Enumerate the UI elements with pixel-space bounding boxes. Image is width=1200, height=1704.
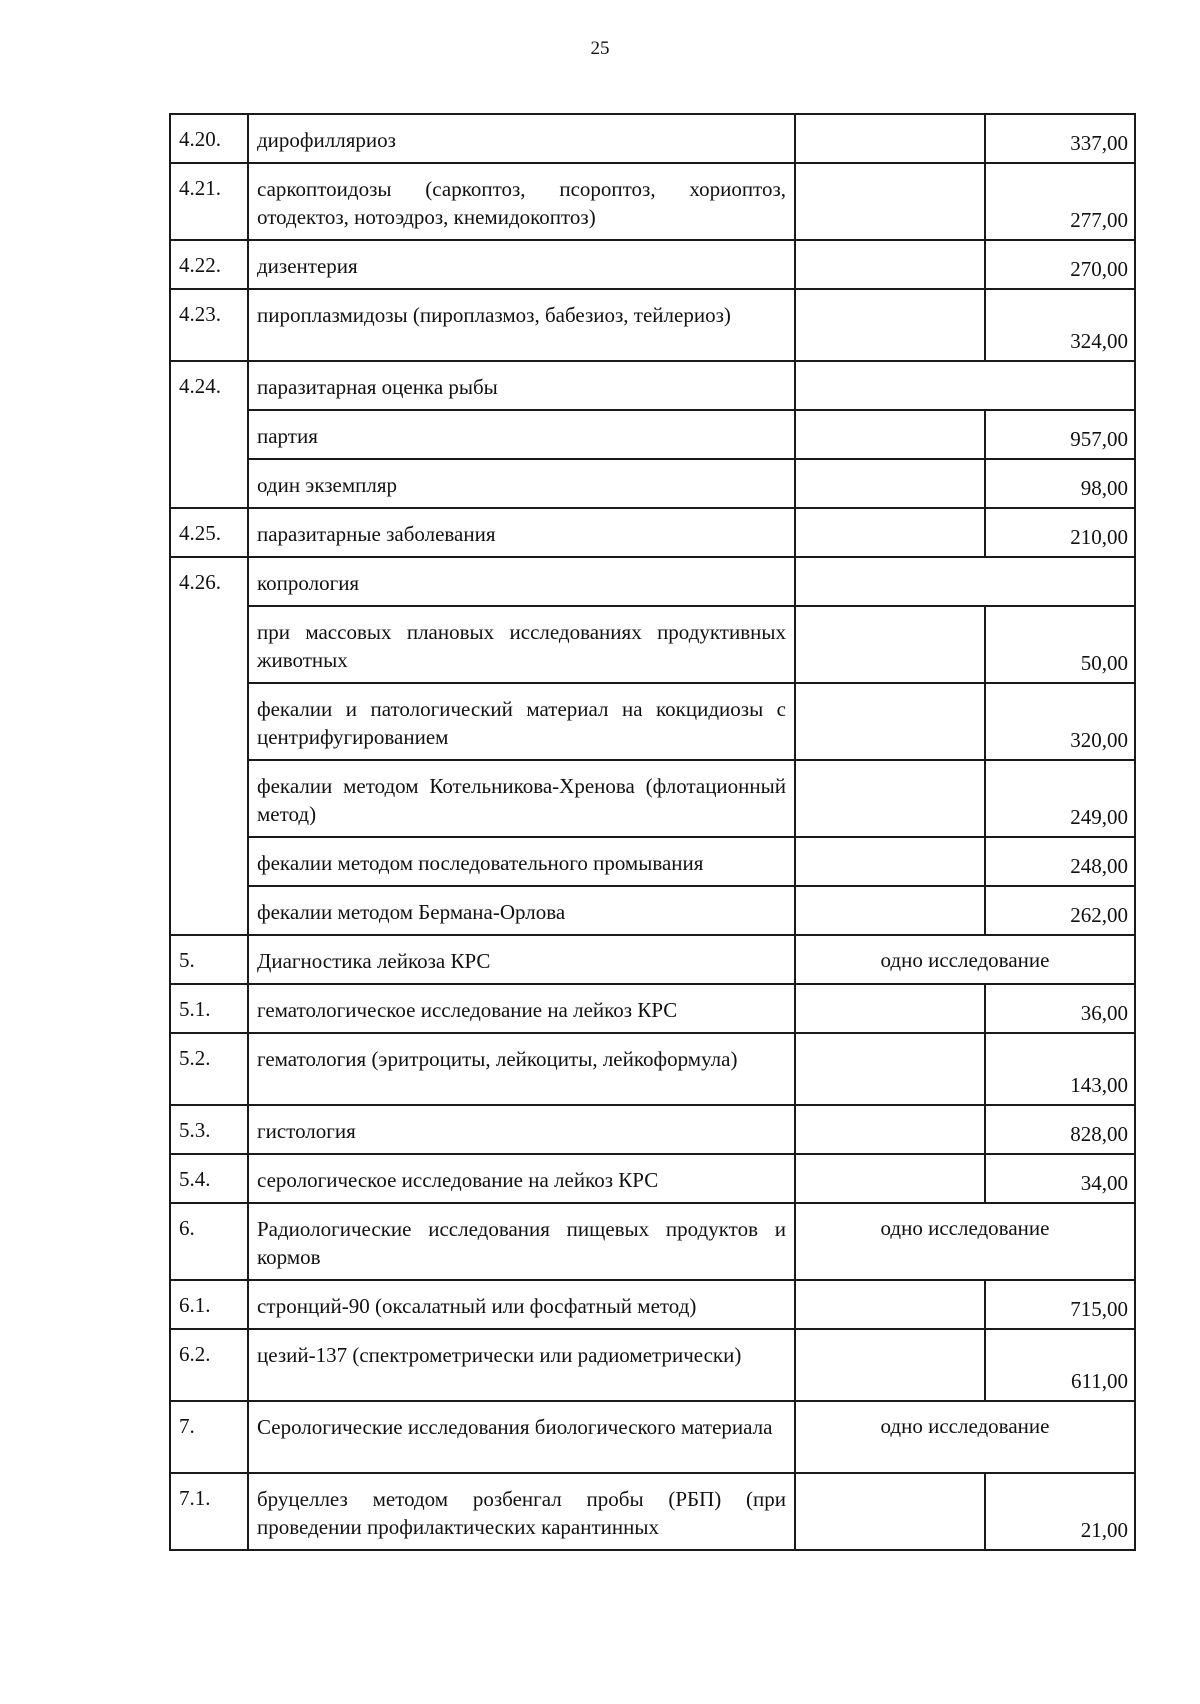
- table-row: [170, 683, 1135, 760]
- row-price: 715,00: [985, 1280, 1135, 1329]
- row-price: 262,00: [985, 886, 1135, 935]
- row-price: 36,00: [985, 984, 1135, 1033]
- table-row: [170, 1203, 1135, 1280]
- row-name: партия: [248, 410, 795, 459]
- row-number: 6.: [170, 1203, 248, 1280]
- table-row: [170, 114, 1135, 163]
- row-number: 4.22.: [170, 240, 248, 289]
- row-price: 611,00: [985, 1329, 1135, 1401]
- row-name: Диагностика лейкоза КРС: [248, 935, 795, 984]
- unit-cell: [795, 606, 985, 683]
- row-number: 5.4.: [170, 1154, 248, 1203]
- unit-cell: [795, 1329, 985, 1401]
- row-name: серологическое исследование на лейкоз КРС: [248, 1154, 795, 1203]
- row-number: 7.: [170, 1401, 248, 1473]
- row-price: 34,00: [985, 1154, 1135, 1203]
- row-number: 5.3.: [170, 1105, 248, 1154]
- table-row: [170, 163, 1135, 240]
- row-number: [170, 886, 248, 935]
- unit-label: одно исследование: [795, 1401, 1135, 1473]
- table-row: [170, 459, 1135, 508]
- row-name: паразитарные заболевания: [248, 508, 795, 557]
- row-name: фекалии методом Бермана-Орлова: [248, 886, 795, 935]
- row-price: 50,00: [985, 606, 1135, 683]
- row-number: 5.: [170, 935, 248, 984]
- unit-cell: [795, 240, 985, 289]
- row-name: саркоптоидозы (саркоптоз, псороптоз, хориоптоз, отодектоз, нотоэдроз, кнемидокоптоз): [248, 163, 795, 240]
- unit-cell: [795, 1105, 985, 1154]
- unit-cell: [795, 557, 1135, 606]
- table-row: [170, 508, 1135, 557]
- row-price: 98,00: [985, 459, 1135, 508]
- row-price: 320,00: [985, 683, 1135, 760]
- row-name: цезий-137 (спектрометрически или радиометрически): [248, 1329, 795, 1401]
- table-row: [170, 1154, 1135, 1203]
- row-number: [170, 459, 248, 508]
- unit-cell: [795, 459, 985, 508]
- row-number: 4.26.: [170, 557, 248, 606]
- unit-label: одно исследование: [795, 935, 1135, 984]
- row-number: 4.23.: [170, 289, 248, 361]
- row-number: 4.24.: [170, 361, 248, 410]
- unit-cell: [795, 683, 985, 760]
- table-row: [170, 1401, 1135, 1473]
- row-name: паразитарная оценка рыбы: [248, 361, 795, 410]
- unit-cell: [795, 163, 985, 240]
- row-number: [170, 760, 248, 837]
- unit-cell: [795, 361, 1135, 410]
- table-row: [170, 984, 1135, 1033]
- row-price: 337,00: [985, 114, 1135, 163]
- row-number: 4.21.: [170, 163, 248, 240]
- row-price: 210,00: [985, 508, 1135, 557]
- row-name: гематологическое исследование на лейкоз КРС: [248, 984, 795, 1033]
- row-price: 828,00: [985, 1105, 1135, 1154]
- row-name: гистология: [248, 1105, 795, 1154]
- row-price: 277,00: [985, 163, 1135, 240]
- unit-cell: [795, 114, 985, 163]
- page-number: 25: [590, 38, 610, 59]
- row-price: 957,00: [985, 410, 1135, 459]
- unit-cell: [795, 410, 985, 459]
- table-row: [170, 1280, 1135, 1329]
- row-number: 6.2.: [170, 1329, 248, 1401]
- unit-cell: [795, 837, 985, 886]
- table-row: [170, 240, 1135, 289]
- row-number: [170, 606, 248, 683]
- row-number: 4.25.: [170, 508, 248, 557]
- table-row: [170, 886, 1135, 935]
- row-name: дизентерия: [248, 240, 795, 289]
- unit-label: одно исследование: [795, 1203, 1135, 1280]
- row-number: 4.20.: [170, 114, 248, 163]
- table-row: [170, 1329, 1135, 1401]
- table-row: [170, 760, 1135, 837]
- unit-cell: [795, 984, 985, 1033]
- table-row: [170, 1473, 1135, 1550]
- table-row: [170, 289, 1135, 361]
- row-number: 5.2.: [170, 1033, 248, 1105]
- table-row: [170, 557, 1135, 606]
- row-name: фекалии методом последовательного промывания: [248, 837, 795, 886]
- unit-cell: [795, 1473, 985, 1550]
- unit-cell: [795, 508, 985, 557]
- table-row: [170, 1105, 1135, 1154]
- price-table: [169, 113, 1136, 1551]
- row-number: [170, 410, 248, 459]
- row-price: 21,00: [985, 1473, 1135, 1550]
- row-number: 5.1.: [170, 984, 248, 1033]
- unit-cell: [795, 886, 985, 935]
- row-number: 6.1.: [170, 1280, 248, 1329]
- row-price: 248,00: [985, 837, 1135, 886]
- row-number: [170, 683, 248, 760]
- row-name: фекалии методом Котельникова-Хренова (флотационный метод): [248, 760, 795, 837]
- row-name: Серологические исследования биологического материала: [248, 1401, 795, 1473]
- table-row: [170, 1033, 1135, 1105]
- row-name: бруцеллез методом розбенгал пробы (РБП) (при проведении профилактических карантинных: [248, 1473, 795, 1550]
- unit-cell: [795, 760, 985, 837]
- row-name: фекалии и патологический материал на кокцидиозы с центрифугированием: [248, 683, 795, 760]
- row-name: один экземпляр: [248, 459, 795, 508]
- row-name: пироплазмидозы (пироплазмоз, бабезиоз, тейлериоз): [248, 289, 795, 361]
- row-price: 270,00: [985, 240, 1135, 289]
- table-row: [170, 837, 1135, 886]
- row-name: дирофилляриоз: [248, 114, 795, 163]
- table-row: [170, 361, 1135, 410]
- table-row: [170, 935, 1135, 984]
- row-price: 324,00: [985, 289, 1135, 361]
- row-name: при массовых плановых исследованиях продуктивных животных: [248, 606, 795, 683]
- row-name: гематология (эритроциты, лейкоциты, лейкоформула): [248, 1033, 795, 1105]
- row-name: Радиологические исследования пищевых продуктов и кормов: [248, 1203, 795, 1280]
- row-name: копрология: [248, 557, 795, 606]
- row-price: 249,00: [985, 760, 1135, 837]
- row-price: 143,00: [985, 1033, 1135, 1105]
- row-number: [170, 837, 248, 886]
- unit-cell: [795, 1033, 985, 1105]
- row-number: 7.1.: [170, 1473, 248, 1550]
- table-row: [170, 606, 1135, 683]
- table-row: [170, 410, 1135, 459]
- unit-cell: [795, 1154, 985, 1203]
- unit-cell: [795, 289, 985, 361]
- row-name: стронций-90 (оксалатный или фосфатный метод): [248, 1280, 795, 1329]
- unit-cell: [795, 1280, 985, 1329]
